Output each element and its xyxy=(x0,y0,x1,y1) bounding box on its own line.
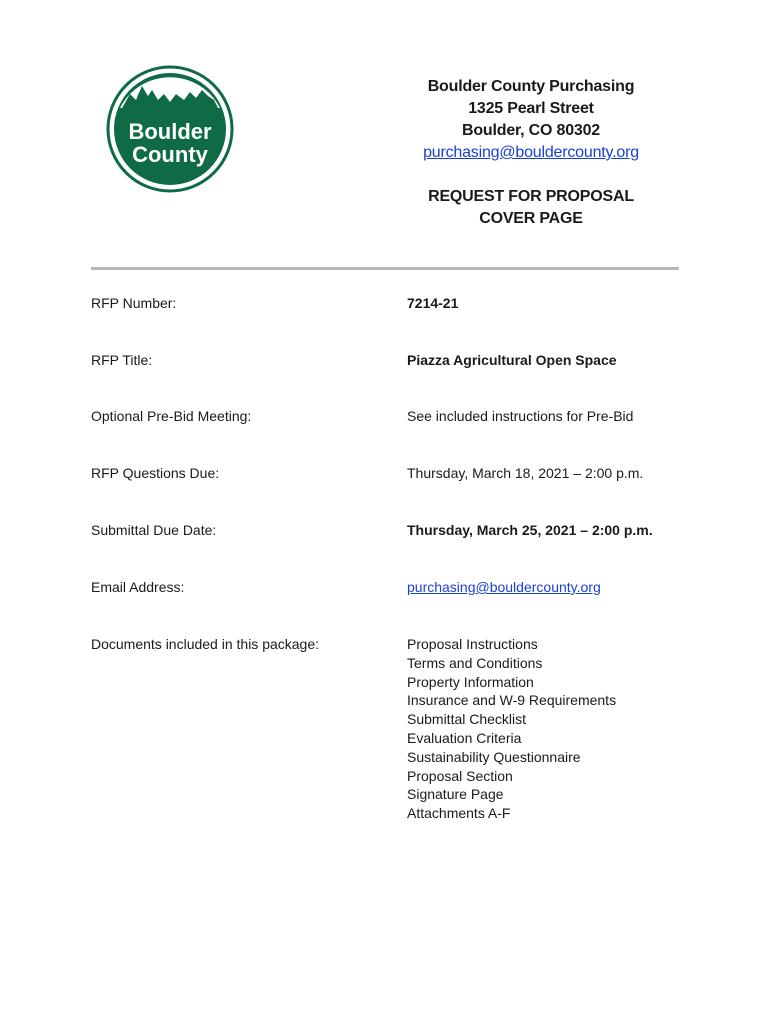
document-title-line2: COVER PAGE xyxy=(479,210,583,227)
list-item: Attachments A-F xyxy=(407,805,511,822)
city-state-zip: Boulder, CO 80302 xyxy=(462,122,600,139)
submittal-due-label: Submittal Due Date: xyxy=(91,522,217,538)
list-item: Signature Page xyxy=(407,786,504,803)
header-email-link[interactable]: purchasing@bouldercounty.org xyxy=(423,144,639,161)
submittal-due-value: Thursday, March 25, 2021 – 2:00 p.m. xyxy=(407,522,653,538)
boulder-county-logo xyxy=(106,64,234,194)
list-item: Proposal Section xyxy=(407,767,513,784)
street-address: 1325 Pearl Street xyxy=(468,100,594,117)
questions-due-value: Thursday, March 18, 2021 – 2:00 p.m. xyxy=(407,465,644,481)
logo-text-line1: Boulder xyxy=(128,119,212,144)
documents-list xyxy=(407,635,697,823)
documents-label: Documents included in this package: xyxy=(91,636,320,652)
list-item: Terms and Conditions xyxy=(407,654,543,671)
list-item: Evaluation Criteria xyxy=(407,729,522,746)
horizontal-divider xyxy=(91,267,679,270)
rfp-number-value: 7214-21 xyxy=(407,295,459,311)
questions-due-label: RFP Questions Due: xyxy=(91,465,220,481)
rfp-title-value: Piazza Agricultural Open Space xyxy=(407,352,617,368)
list-item: Submittal Checklist xyxy=(407,711,527,728)
list-item: Sustainability Questionnaire xyxy=(407,748,581,765)
header-block xyxy=(380,76,682,230)
logo-text-line2: County xyxy=(132,142,208,167)
rfp-title-label: RFP Title: xyxy=(91,352,153,368)
boulder-county-logo-icon xyxy=(106,64,234,194)
org-name: Boulder County Purchasing xyxy=(427,78,635,95)
list-item: Insurance and W-9 Requirements xyxy=(407,692,617,709)
documents-value xyxy=(407,635,697,823)
list-item: Proposal Instructions xyxy=(407,636,538,652)
rfp-number-label: RFP Number: xyxy=(91,295,177,311)
email-address-label: Email Address: xyxy=(91,579,185,595)
document-title-line1: REQUEST FOR PROPOSAL xyxy=(428,188,634,205)
list-item: Property Information xyxy=(407,673,534,690)
prebid-meeting-label: Optional Pre-Bid Meeting: xyxy=(91,408,252,424)
prebid-meeting-value: See included instructions for Pre-Bid xyxy=(407,408,634,424)
email-address-link[interactable]: purchasing@bouldercounty.org xyxy=(407,579,601,595)
